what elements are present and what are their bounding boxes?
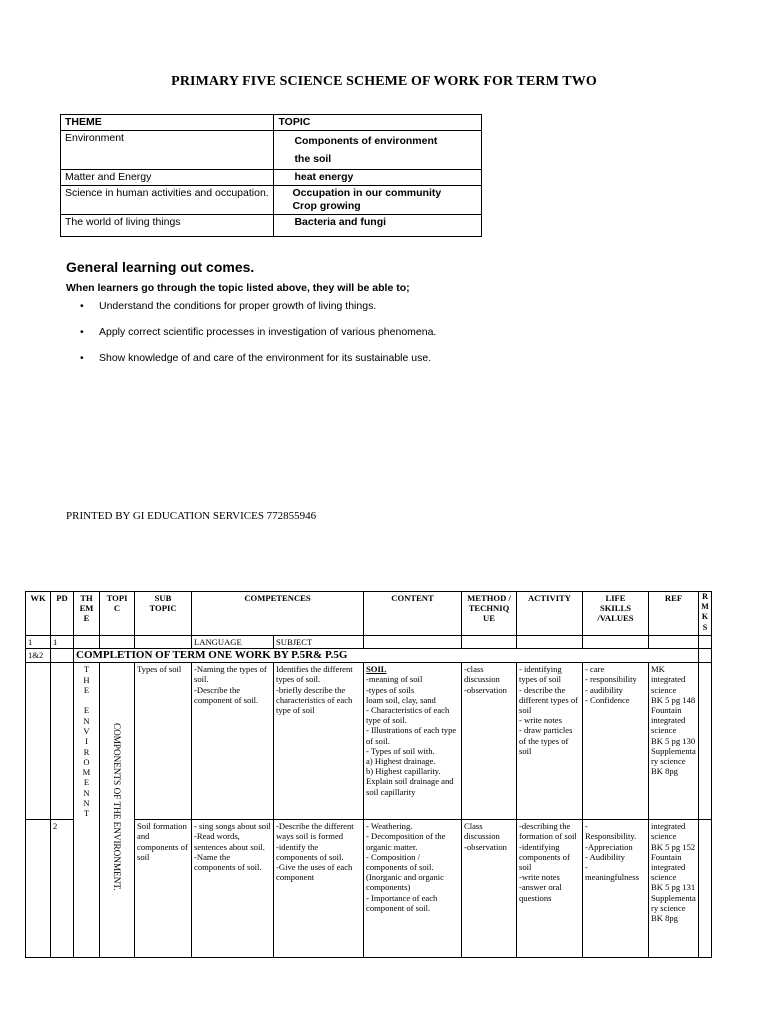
ref-cell: integrated science BK 5 pg 152 Fountain integrated science BK 5 pg 131 Supplementary science BK 8pg <box>649 820 699 958</box>
subtopic-header: SUB TOPIC <box>135 592 192 636</box>
scheme-header-row <box>26 592 712 636</box>
pd-cell: 1 <box>51 636 74 649</box>
completion-row <box>26 649 712 663</box>
learning-outcomes-intro: When learners go through the topic listed above, they will be able to; <box>66 282 410 294</box>
topic-header: TOPIC <box>274 115 482 131</box>
subtopic-cell: Soil formation and components of soil <box>135 820 192 958</box>
subject-competence-cell: Identifies the different types of soil. -briefly describe the characteristics of each type of soil <box>274 663 364 820</box>
content-cell: - Weathering. - Decomposition of the organic matter. - Composition / components of soil. (Inorganic and organic components) - Importance of each component of soil. <box>364 820 462 958</box>
life-skills-cell: - care - responsibility - audibility - Confidence <box>583 663 649 820</box>
theme-header: THEME <box>61 115 274 131</box>
subject-subheader: SUBJECT <box>274 636 364 649</box>
language-competence-cell: -Naming the types of soil. -Describe the component of soil. <box>192 663 274 820</box>
competences-header: COMPETENCES <box>192 592 364 636</box>
learning-outcomes-list <box>66 296 706 374</box>
topic-cell: Components of environment the soil <box>274 131 482 170</box>
completion-text: COMPLETION OF TERM ONE WORK BY P.5R& P.5G <box>74 649 699 663</box>
life-skills-header: LIFE SKILLS /VALUES <box>583 592 649 636</box>
pd-header: PD <box>51 592 74 636</box>
wk-cell: 1&2 <box>26 649 51 663</box>
table-row <box>61 170 482 186</box>
content-header: CONTENT <box>364 592 462 636</box>
theme-vertical-text: T H E E N V I R O M E N N T <box>74 663 100 958</box>
learning-outcomes-heading: General learning out comes. <box>66 259 255 275</box>
method-cell: Class discussion -observation <box>462 820 517 958</box>
activity-cell: -describing the formation of soil -identifying components of soil -write notes -answer oral questions <box>517 820 583 958</box>
method-header: METHOD / TECHNIQ UE <box>462 592 517 636</box>
theme-topic-table <box>60 114 482 237</box>
method-cell: -class discussion -observation <box>462 663 517 820</box>
rmks-header: R M K S <box>699 592 712 636</box>
theme-cell: Science in human activities and occupation. <box>61 186 274 215</box>
content-text: -meaning of soil -types of soils loam soil, clay, sand - Characteristics of each type of soil. - Illustrations of each type of soil. - Types of soil with. a) Highest drainage. b) Highest capillarity. Explain soil drainage and soil capillarity <box>366 674 457 797</box>
topic-cell: heat energy <box>274 170 482 186</box>
topic-cell: Bacteria and fungi <box>274 215 482 237</box>
pd-cell <box>51 663 74 820</box>
bullet-icon: • <box>80 326 84 338</box>
wk-cell: 1 <box>26 636 51 649</box>
scheme-of-work-table <box>25 591 712 958</box>
wk-header: WK <box>26 592 51 636</box>
content-cell <box>364 663 462 820</box>
topic-cell: Occupation in our community Crop growing <box>274 186 482 215</box>
ref-header: REF <box>649 592 699 636</box>
subtopic-cell: Types of soil <box>135 663 192 820</box>
table-row <box>61 215 482 237</box>
theme-cell: Environment <box>61 131 274 170</box>
activity-header: ACTIVITY <box>517 592 583 636</box>
subject-competence-cell: -Describe the different ways soil is formed -identify the components of soil. -Give the uses of each component <box>274 820 364 958</box>
content-heading: SOIL <box>366 664 387 675</box>
pd-cell: 2 <box>51 820 74 958</box>
scheme-subheader-row <box>26 636 712 649</box>
topic-vertical-cell <box>100 663 135 958</box>
theme-header: TH EM E <box>74 592 100 636</box>
bullet-icon: • <box>80 352 84 364</box>
table-row <box>61 131 482 170</box>
topic-vertical-text: COMPONENTS OF THE ENVIRONMENT. <box>112 723 123 891</box>
theme-cell: The world of living things <box>61 215 274 237</box>
table-row <box>61 186 482 215</box>
topic-header: TOPI C <box>100 592 135 636</box>
life-skills-cell: - Responsibility. -Appreciation - Audibility - meaningfulness <box>583 820 649 958</box>
document-title: PRIMARY FIVE SCIENCE SCHEME OF WORK FOR TERM TWO <box>171 74 597 89</box>
list-item: • Understand the conditions for proper growth of living things. <box>66 296 706 322</box>
table-row <box>26 663 712 820</box>
theme-cell: Matter and Energy <box>61 170 274 186</box>
bullet-icon: • <box>80 300 84 312</box>
activity-cell: - identifying types of soil - describe the different types of soil - write notes - draw particles of the types of soil <box>517 663 583 820</box>
printed-by-footer: PRINTED BY GI EDUCATION SERVICES 772855946 <box>66 510 317 522</box>
list-item: • Apply correct scientific processes in investigation of various phenomena. <box>66 322 706 348</box>
ref-cell: MK integrated science BK 5 pg 148 Fountain integrated science BK 5 pg 130 Supplementary science BK 8pg <box>649 663 699 820</box>
table-header-row <box>61 115 482 131</box>
list-item: • Show knowledge of and care of the environment for its sustainable use. <box>66 348 706 374</box>
language-competence-cell: - sing songs about soil -Read words, sentences about soil. -Name the components of soil. <box>192 820 274 958</box>
language-subheader: LANGUAGE <box>192 636 274 649</box>
